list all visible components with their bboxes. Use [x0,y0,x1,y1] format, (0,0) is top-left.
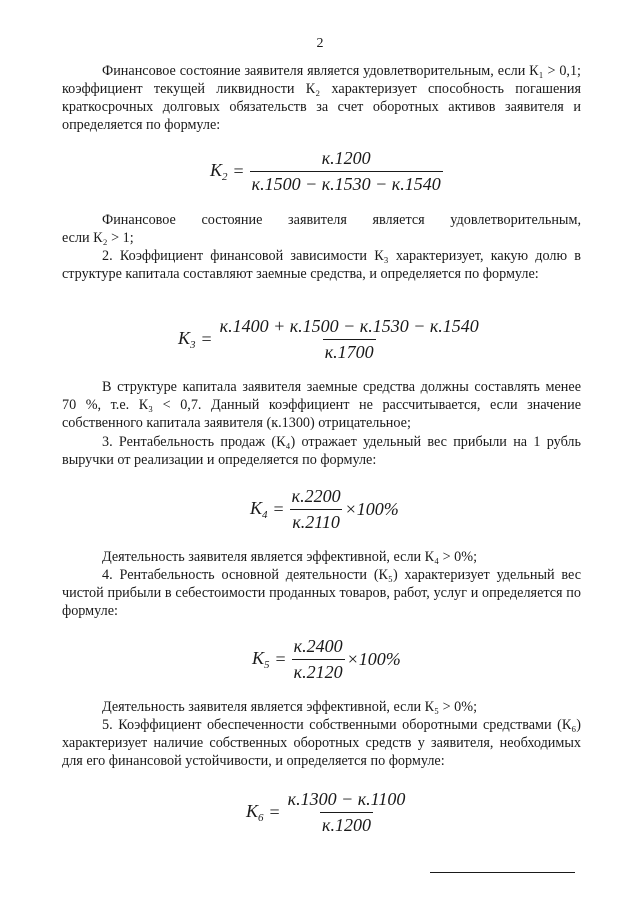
numerator: к.1300 − к.1100 [287,789,406,809]
equals-sign: = [273,499,284,519]
formula-lhs: $K_3$ [178,328,196,351]
formula-lhs: $K_5$ [252,648,270,671]
paragraph-k2-condition-line1: Финансовое состояние заявителя является удовлетворительным, [102,212,581,228]
fraction [250,148,443,195]
paragraph-k4-intro: 3. Рентабельность продаж (К₄) отражает удельный вес прибыли на 1 рубль выручки от реализации и определяется по формуле: [62,434,581,468]
formula-k6 [246,789,407,836]
paragraph-k2-condition-line2: если К₂ > 1; [62,230,134,246]
denominator: к.1200 [320,812,373,836]
equals-sign: = [269,802,280,822]
denominator: к.1500 − к.1530 − к.1540 [250,171,443,195]
fraction [292,636,345,683]
fraction [218,316,481,363]
denominator: к.2110 [290,509,342,533]
paragraph-k5-intro: 4. Рентабельность основной деятельности (К₅) характеризует удельный вес чистой прибыли в себестоимости проданных товаров, работ, услуг и определяется по формуле: [62,567,581,619]
formula-k5 [252,636,401,683]
formula-lhs: $K_6$ [246,801,264,824]
percent-multiplier: ×100% [344,499,399,519]
numerator: к.1400 + к.1500 − к.1530 − к.1540 [219,316,479,336]
equals-sign: = [201,329,212,349]
percent-multiplier: ×100% [346,649,401,669]
fraction [286,789,408,836]
paragraph-k3-condition: В структуре капитала заявителя заемные средства должны составлять менее 70 %, т.е. К₃ < 0,7. Данный коэффициент не рассчитывается, если значение собственного капитала заявителя (к.1300) отрицательное; [62,379,581,431]
formula-k2 [210,148,443,195]
formula-k4 [250,486,399,533]
paragraph-k3-intro: 2. Коэффициент финансовой зависимости К₃ характеризует, какую долю в структуре капитала составляют заемные средства, и определяется по формуле: [62,248,581,282]
denominator: к.1700 [323,339,376,363]
paragraph-k1-k2: Финансовое состояние заявителя является удовлетворительным, если К₁ > 0,1; коэффициент текущей ликвидности К₂ характеризует способность погашения краткосрочных долговых обязательств за счет оборотных активов заявителя и определяется по формуле: [62,63,581,133]
formula-lhs: $K_2$ [210,160,228,183]
paragraph-k4-condition: Деятельность заявителя является эффективной, если К₄ > 0%; [102,549,478,565]
numerator: к.2400 [293,636,343,656]
equals-sign: = [275,649,286,669]
paragraph-k5-condition: Деятельность заявителя является эффективной, если К₅ > 0%; [102,699,478,715]
paragraph-k6-intro: 5. Коэффициент обеспеченности собственными оборотными средствами (К₆) характеризует наличие собственных оборотных средств у заявителя, необходимых для его финансовой устойчивости, и определяется по формуле: [62,717,581,769]
page-number: 2 [316,36,324,51]
fraction [290,486,343,533]
numerator: к.2200 [291,486,341,506]
formula-k3 [178,316,481,363]
formula-lhs: $K_4$ [250,498,268,521]
equals-sign: = [233,161,244,181]
denominator: к.2120 [292,659,345,683]
footer-rule [430,872,575,873]
numerator: к.1200 [321,148,371,168]
